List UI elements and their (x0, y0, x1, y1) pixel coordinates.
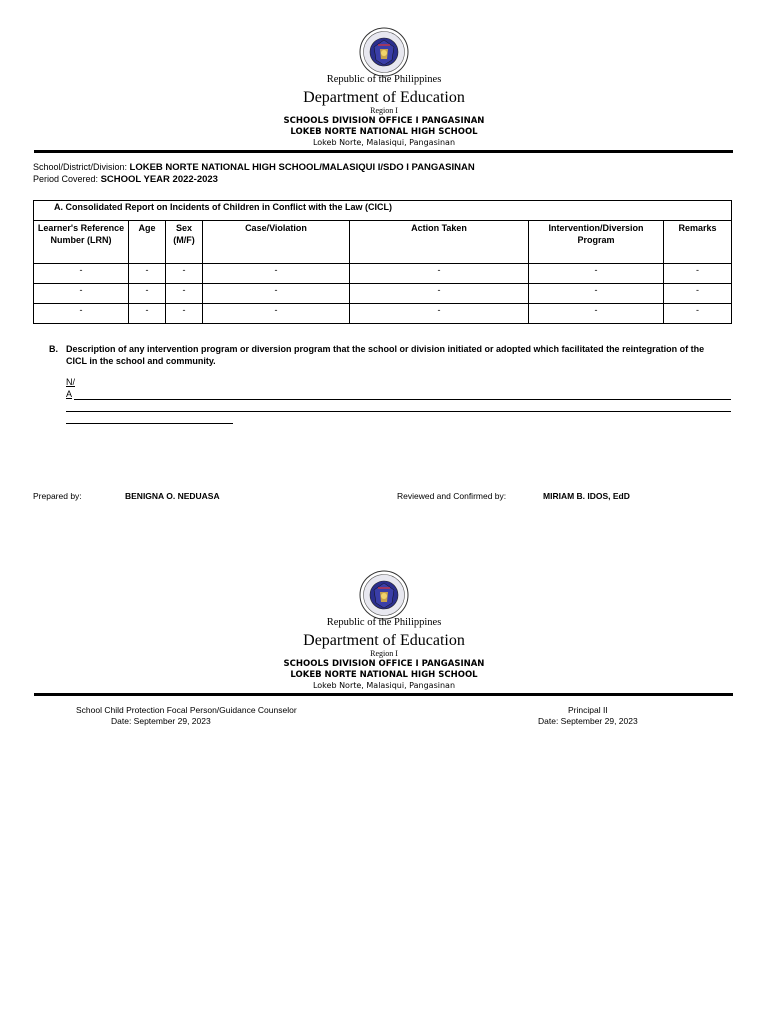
division-office-line: SCHOOLS DIVISION OFFICE I PANGASINAN (283, 116, 485, 126)
reviewed-by-label: Reviewed and Confirmed by: (397, 491, 507, 501)
section-a-title: A. Consolidated Report on Incidents of Children in Conflict with the Law (CICL) (34, 201, 732, 221)
school-info-line (33, 162, 475, 173)
letterhead-divider (34, 693, 733, 696)
prepared-by-name: BENIGNA O. NEDUASA (125, 491, 220, 501)
address-line: Lokeb Norte, Malasiqui, Pangasinan (312, 138, 456, 147)
table-row (34, 284, 732, 304)
table-row (34, 264, 732, 284)
table-cell: - (350, 304, 529, 324)
division-office-line: SCHOOLS DIVISION OFFICE I PANGASINAN (283, 659, 485, 669)
table-cell: - (350, 264, 529, 284)
reviewed-by-title: Principal II (568, 705, 608, 715)
column-header: Action Taken (350, 221, 529, 264)
department-title: Department of Education (303, 632, 465, 649)
column-header: Case/Violation (203, 221, 350, 264)
deped-seal-icon (359, 27, 409, 77)
letterhead-divider (34, 150, 733, 153)
letterhead-top (0, 0, 768, 160)
republic-line: Republic of the Philippines (326, 617, 442, 628)
table-cell: - (664, 264, 732, 284)
school-name-line: LOKEB NORTE NATIONAL HIGH SCHOOL (290, 127, 478, 137)
answer-line-1: N/ (66, 377, 75, 387)
table-cell: - (166, 304, 203, 324)
cicl-report-table (33, 200, 732, 324)
answer-underline (66, 411, 731, 412)
table-cell: - (129, 284, 166, 304)
letterhead-bottom (0, 543, 768, 703)
table-cell: - (34, 284, 129, 304)
prepared-by-label: Prepared by: (33, 491, 82, 501)
school-label: School/District/Division: (33, 162, 128, 172)
table-cell: - (529, 264, 664, 284)
column-header: Learner's Reference Number (LRN) (34, 221, 129, 264)
table-cell: - (664, 304, 732, 324)
table-cell: - (664, 284, 732, 304)
prepared-by-date: Date: September 29, 2023 (111, 716, 211, 726)
period-label: Period Covered: (33, 174, 99, 184)
republic-line: Republic of the Philippines (326, 74, 442, 85)
region-line: Region I (370, 649, 398, 658)
period-value: SCHOOL YEAR 2022-2023 (100, 174, 218, 185)
school-name-line: LOKEB NORTE NATIONAL HIGH SCHOOL (290, 670, 478, 680)
table-cell: - (203, 284, 350, 304)
table-cell: - (34, 264, 129, 284)
table-header-row (34, 221, 732, 264)
section-b-description: Description of any intervention program or diversion program that the school or division initiated or adopted which facilitated the reintegration of the CICL in the school and community. (66, 344, 705, 366)
answer-line-2: A (66, 389, 73, 399)
table-cell: - (529, 304, 664, 324)
address-line: Lokeb Norte, Malasiqui, Pangasinan (312, 681, 456, 690)
section-b-label: B. (49, 344, 58, 354)
table-cell: - (350, 284, 529, 304)
table-cell: - (129, 264, 166, 284)
reviewed-by-date: Date: September 29, 2023 (538, 716, 638, 726)
prepared-by-title: School Child Protection Focal Person/Guidance Counselor (76, 705, 297, 715)
table-cell: - (129, 304, 166, 324)
table-cell: - (529, 284, 664, 304)
table-cell: - (166, 264, 203, 284)
column-header: Intervention/Diversion Program (529, 221, 664, 264)
table-row (34, 304, 732, 324)
column-header: Remarks (664, 221, 732, 264)
deped-seal-icon (359, 570, 409, 620)
column-header: Sex (M/F) (166, 221, 203, 264)
period-info-line (33, 174, 218, 185)
school-value: LOKEB NORTE NATIONAL HIGH SCHOOL/MALASIQUI I/SDO I PANGASINAN (129, 162, 475, 173)
department-title: Department of Education (303, 89, 465, 106)
table-cell: - (166, 284, 203, 304)
answer-underline (74, 399, 731, 400)
reviewed-by-name: MIRIAM B. IDOS, EdD (543, 491, 630, 501)
table-cell: - (203, 264, 350, 284)
column-header: Age (129, 221, 166, 264)
table-cell: - (34, 304, 129, 324)
table-cell: - (203, 304, 350, 324)
answer-underline (66, 423, 233, 424)
region-line: Region I (370, 106, 398, 115)
